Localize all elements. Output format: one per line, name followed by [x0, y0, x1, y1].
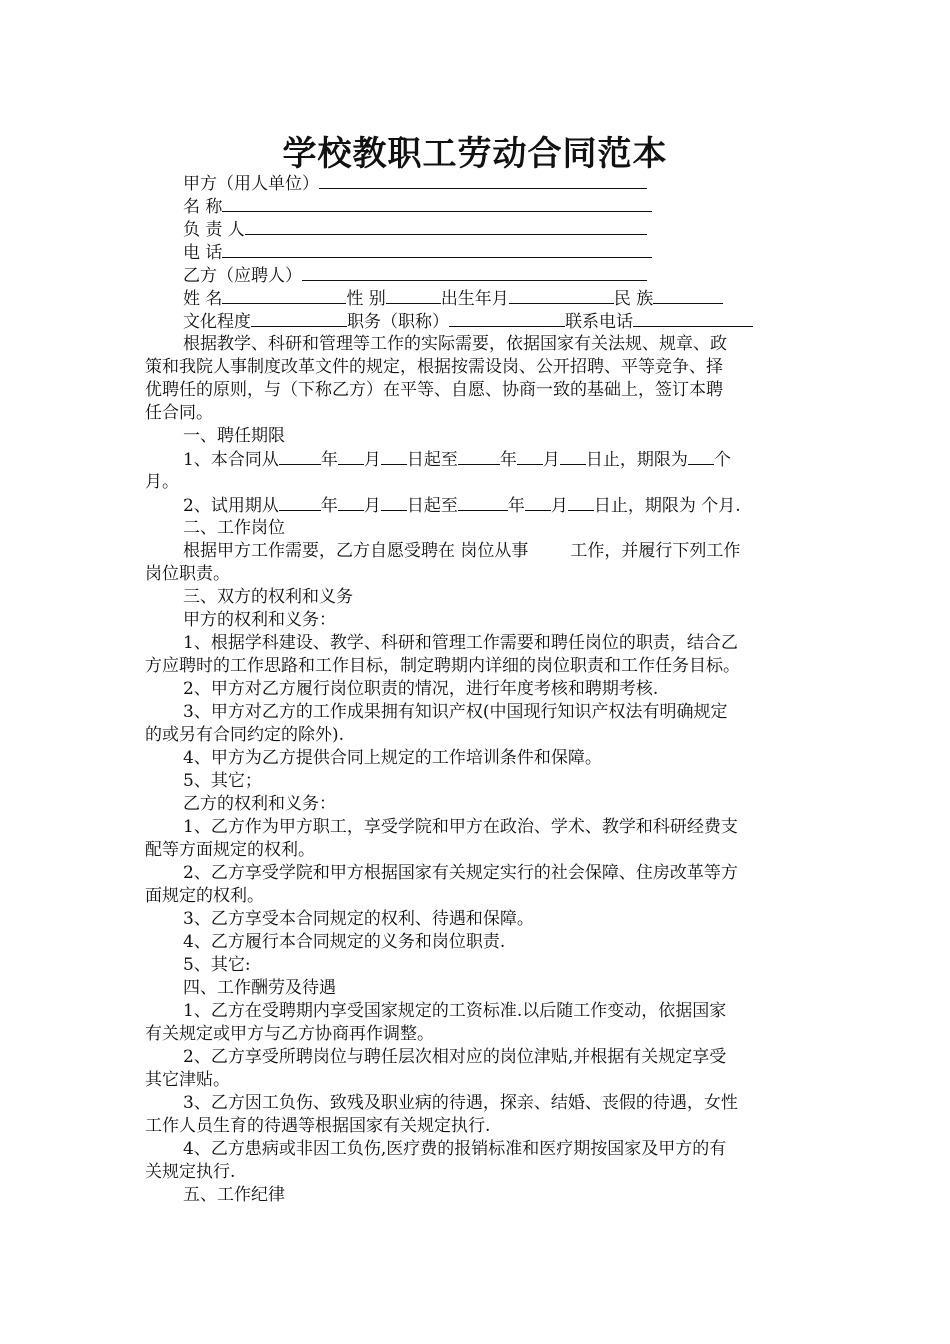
position-line-cont: 岗位职责。: [145, 564, 230, 584]
term-text: 1、本合同从: [183, 450, 279, 470]
intro-line: 根据教学、科研和管理等工作的实际需要，依据国家有关法规、规章、政: [183, 334, 727, 354]
probation-line: [145, 494, 810, 517]
b-position-label: 职务（职称）: [347, 312, 449, 332]
b-ethnicity-label: 民 族: [613, 289, 654, 309]
party-b-blank[interactable]: [302, 264, 647, 281]
term-text: 日起至: [406, 450, 458, 470]
section-heading: 一、聘任期限: [183, 426, 285, 446]
phone-line: [145, 241, 810, 264]
intro-line: 策和我院人事制度改革文件的规定，根据按需设岗、公开招聘、平等竞争、择: [145, 357, 723, 377]
paragraph-line: 5、其它:: [183, 955, 251, 975]
probation-text: 月: [363, 496, 381, 516]
term-line: [145, 448, 810, 471]
section-heading: 五、工作纪律: [183, 1185, 285, 1205]
paragraph-line: 4、乙方患病或非因工负伤,医疗费的报销标准和医疗期按国家及甲方的有: [183, 1139, 727, 1159]
section-heading: 三、双方的权利和义务: [183, 587, 353, 607]
b-contact-label: 联系电话: [565, 312, 633, 332]
probation-text: 日起至: [406, 496, 458, 516]
document-title: 学校教职工劳动合同范本: [282, 134, 668, 174]
paragraph-line: 1、根据学科建设、教学、科研和管理工作需要和聘任岗位的职责，结合乙: [183, 633, 738, 653]
section-heading: 二、工作岗位: [183, 518, 285, 538]
start-year-blank[interactable]: [279, 448, 321, 465]
position-line: [145, 540, 810, 563]
b-name-blank[interactable]: [222, 287, 346, 304]
term-text: 年: [320, 450, 338, 470]
b-birth-label: 出生年月: [440, 289, 509, 309]
b-ethnicity-blank[interactable]: [653, 287, 723, 304]
paragraph-line: 1、乙方在受聘期内享受国家规定的工资标准.以后随工作变动，依据国家: [183, 1001, 727, 1021]
subsection-heading: 甲方的权利和义务：: [183, 610, 336, 630]
probation-end-month-blank[interactable]: [525, 494, 551, 511]
paragraph-line: 1、乙方作为甲方职工，享受学院和甲方在政治、学术、教学和科研经费支: [183, 817, 738, 837]
b-name-label: 姓 名: [183, 289, 223, 309]
term-text: 日止，期限为: [585, 450, 688, 470]
paragraph-line: 5、其它；: [183, 771, 262, 791]
b-contact-blank[interactable]: [633, 310, 753, 327]
paragraph-line: 的或另有合同约定的除外).: [145, 725, 345, 745]
term-text: 年: [499, 450, 517, 470]
person-in-charge-label: 负 责 人: [183, 220, 245, 240]
start-day-blank[interactable]: [381, 448, 407, 465]
paragraph-line: 3、乙方因工负伤、致残及职业病的待遇，探亲、结婚、丧假的待遇，女性: [183, 1093, 738, 1113]
term-line-cont: 月。: [145, 472, 179, 492]
position-text-b: 工作，并履行下列工作: [570, 541, 741, 561]
b-gender-label: 性 别: [346, 289, 386, 309]
subsection-heading: 乙方的权利和义务：: [183, 794, 336, 814]
paragraph-line: 面规定的权利。: [145, 886, 264, 906]
probation-end-year-blank[interactable]: [458, 494, 508, 511]
paragraph-line: 4、乙方履行本合同规定的义务和岗位职责.: [183, 932, 506, 952]
start-month-blank[interactable]: [338, 448, 364, 465]
person-in-charge-line: [145, 218, 810, 241]
paragraph-line: 4、甲方为乙方提供合同上规定的工作培训条件和保障。: [183, 748, 602, 768]
duration-blank[interactable]: [688, 448, 714, 465]
position-text-a: 根据甲方工作需要，乙方自愿受聘在 岗位从事: [183, 541, 529, 561]
probation-text: 年: [507, 496, 525, 516]
probation-text: 年: [320, 496, 338, 516]
name-label: 名 称: [183, 197, 223, 217]
intro-line: 任合同。: [145, 403, 213, 423]
paragraph-line: 有关规定或甲方与乙方协商再作调整。: [145, 1024, 434, 1044]
party-b-info-line-2: [145, 310, 810, 333]
paragraph-line: 配等方面规定的权利。: [145, 840, 315, 860]
name-line: [145, 195, 810, 218]
paragraph-line: 关规定执行.: [145, 1162, 236, 1182]
document-body: [145, 172, 810, 1207]
b-education-blank[interactable]: [251, 310, 347, 327]
paragraph-line: 3、乙方享受本合同规定的权利、待遇和保障。: [183, 909, 534, 929]
end-month-blank[interactable]: [517, 448, 543, 465]
paragraph-line: 工作人员生育的待遇等根据国家有关规定执行.: [145, 1116, 491, 1136]
phone-label: 电 话: [183, 243, 223, 263]
b-gender-blank[interactable]: [386, 287, 441, 304]
term-text: 月: [363, 450, 381, 470]
party-a-label: 甲方（用人单位）: [183, 174, 319, 194]
phone-blank[interactable]: [222, 241, 652, 258]
b-position-blank[interactable]: [449, 310, 565, 327]
term-text: 月: [542, 450, 560, 470]
paragraph-line: 其它津贴。: [145, 1070, 230, 1090]
probation-start-month-blank[interactable]: [338, 494, 364, 511]
party-a-blank[interactable]: [319, 172, 647, 189]
section-heading: 四、工作酬劳及待遇: [183, 978, 336, 998]
probation-start-day-blank[interactable]: [381, 494, 407, 511]
end-year-blank[interactable]: [458, 448, 500, 465]
b-birth-blank[interactable]: [509, 287, 614, 304]
party-b-label: 乙方（应聘人）: [183, 266, 302, 286]
paragraph-line: 方应聘时的工作思路和工作目标，制定聘期内详细的岗位职责和工作任务目标。: [145, 656, 740, 676]
b-education-label: 文化程度: [183, 312, 251, 332]
probation-end-day-blank[interactable]: [568, 494, 594, 511]
paragraph-line: 2、乙方享受所聘岗位与聘任层次相对应的岗位津贴,并根据有关规定享受: [183, 1047, 727, 1067]
probation-text: 2、试用期从: [183, 496, 279, 516]
name-blank[interactable]: [222, 195, 652, 212]
party-b-info-line: [145, 287, 810, 310]
probation-text: 日止，期限为 个月.: [593, 496, 741, 516]
probation-start-year-blank[interactable]: [279, 494, 321, 511]
party-b-line: [145, 264, 810, 287]
term-text: 个: [713, 450, 731, 470]
paragraph-line: 2、甲方对乙方履行岗位职责的情况，进行年度考核和聘期考核.: [183, 679, 659, 699]
end-day-blank[interactable]: [560, 448, 586, 465]
paragraph-line: 3、甲方对乙方的工作成果拥有知识产权(中国现行知识产权法有明确规定: [183, 702, 728, 722]
party-a-line: [145, 172, 810, 195]
intro-line: 优聘任的原则，与（下称乙方）在平等、自愿、协商一致的基础上，签订本聘: [145, 380, 723, 400]
paragraph-line: 2、乙方享受学院和甲方根据国家有关规定实行的社会保障、住房改革等方: [183, 863, 738, 883]
probation-text: 月: [550, 496, 568, 516]
person-in-charge-blank[interactable]: [245, 218, 647, 235]
